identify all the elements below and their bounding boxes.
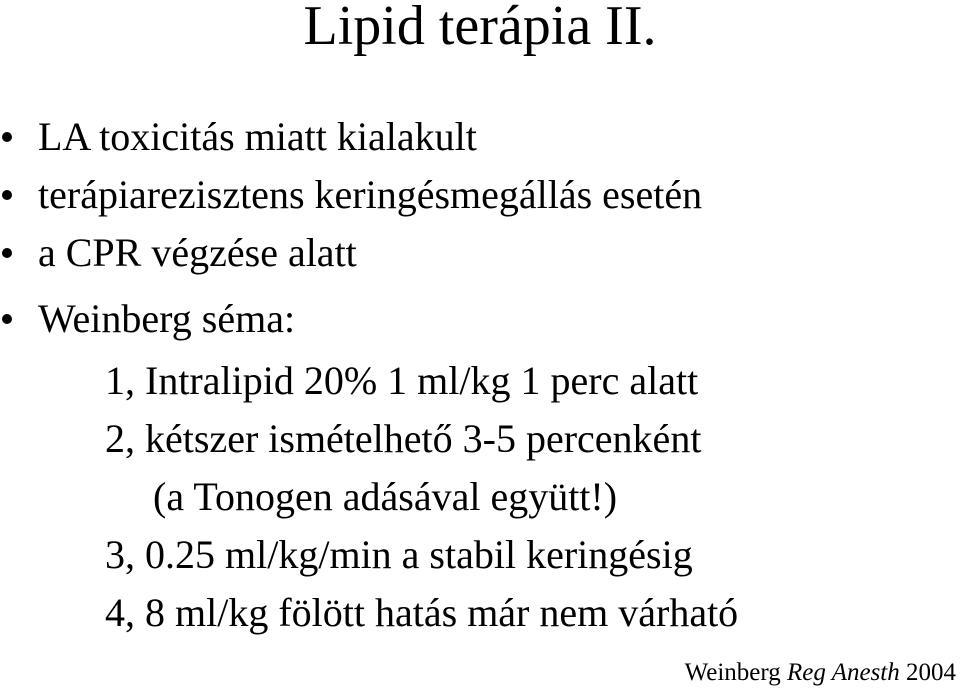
- slide-title: Lipid terápia II.: [303, 0, 657, 57]
- bullet-item: [0, 290, 702, 348]
- bullet-item: [0, 166, 702, 224]
- dosing-step: 4, 8 ml/kg fölött hatás már nem várható: [105, 590, 739, 635]
- dosing-step: 1, Intralipid 20% 1 ml/kg 1 perc alatt: [105, 358, 699, 403]
- bullet-icon: [2, 248, 12, 258]
- citation-year: 2004: [906, 659, 956, 686]
- bullet-item: [0, 108, 702, 166]
- bullet-text: LA toxicitás miatt kialakult: [38, 114, 477, 159]
- bullet-list: [0, 108, 702, 348]
- dosing-step-list: [105, 352, 738, 642]
- bullet-icon: [2, 132, 12, 142]
- bullet-icon: [2, 190, 12, 200]
- bullet-item: [0, 224, 702, 282]
- citation-journal: Reg Anesth: [787, 659, 900, 686]
- dosing-step-note: (a Tonogen adásával együtt!): [153, 474, 618, 519]
- citation-author: Weinberg: [684, 659, 781, 686]
- bullet-text: Weinberg séma:: [38, 296, 296, 341]
- dosing-step: 2, kétszer ismételhető 3-5 percenként: [105, 416, 702, 461]
- dosing-step: 3, 0.25 ml/kg/min a stabil keringésig: [105, 532, 693, 577]
- bullet-text: a CPR végzése alatt: [38, 230, 357, 275]
- bullet-icon: [2, 314, 12, 324]
- citation: [685, 658, 956, 688]
- bullet-text: terápiarezisztens keringésmegállás esetén: [38, 172, 703, 217]
